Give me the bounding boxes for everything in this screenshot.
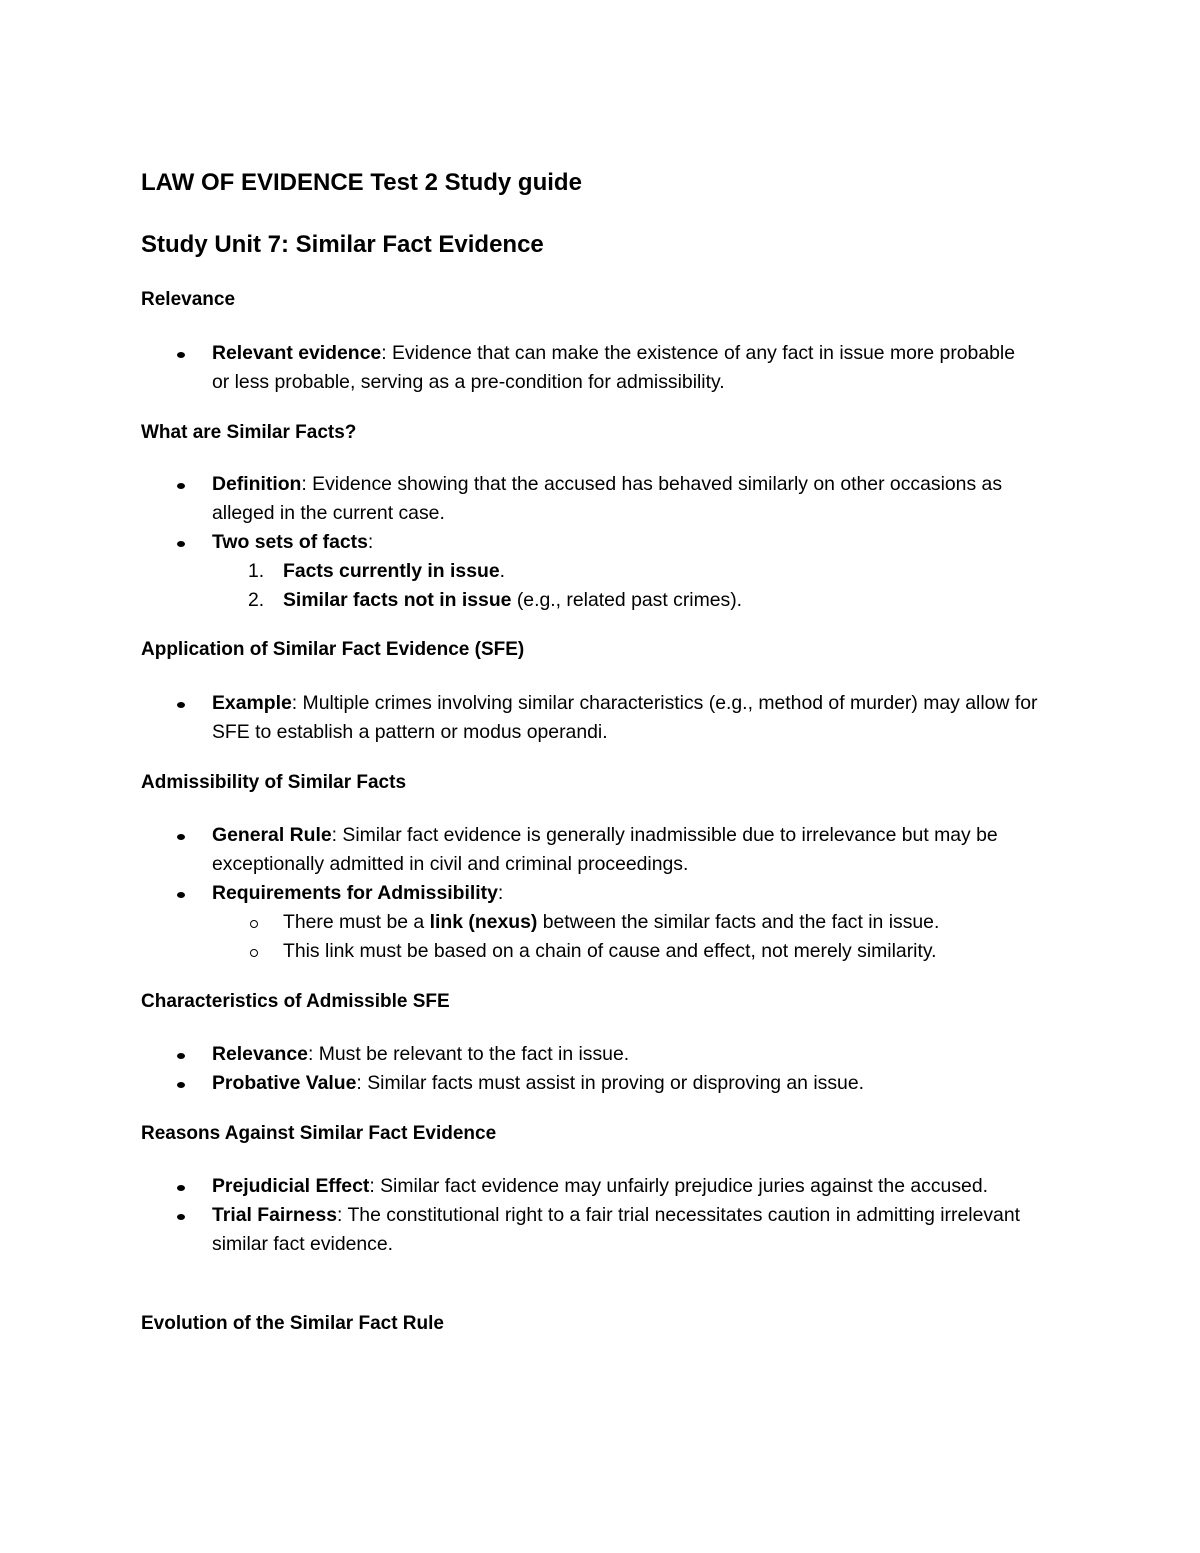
nested-item — [141, 937, 1081, 966]
list-item — [141, 1069, 1081, 1098]
list-item — [141, 879, 1081, 966]
item-label: Trial Fairness — [212, 1204, 338, 1226]
item-label: Similar facts not in issue — [283, 589, 512, 611]
item-text: : Evidence that can make the existence of any fact in issue more probable or less probable, serving as a pre-condition for admissibility. — [212, 342, 1016, 393]
bullet-icon — [177, 1214, 185, 1220]
hollow-bullet-icon — [250, 949, 258, 957]
reasons-against-list — [141, 1172, 1081, 1259]
item-text: . — [499, 560, 506, 582]
item-text: : Similar fact evidence is generally inadmissible due to irrelevance but may be exceptionally admitted in civil and criminal proceedings. — [212, 824, 998, 875]
item-label: General Rule — [212, 824, 332, 846]
section-heading-relevance: Relevance — [141, 289, 236, 310]
item-text: : The constitutional right to a fair trial necessitates caution in admitting irrelevant similar fact evidence. — [212, 1204, 1021, 1255]
item-text: (e.g., related past crimes). — [511, 589, 743, 611]
nested-sublist — [141, 908, 1081, 966]
relevance-list — [141, 339, 1081, 397]
item-text: between the similar facts and the fact in issue. — [537, 911, 940, 933]
item-text-pre: There must be a — [283, 911, 430, 933]
document-title: LAW OF EVIDENCE Test 2 Study guide — [141, 169, 582, 196]
item-label: Relevant evidence — [212, 342, 382, 364]
item-text: : Multiple crimes involving similar characteristics (e.g., method of murder) may allow for SFE to establish a pattern or modus operandi. — [212, 692, 1038, 743]
section-heading-similar-facts: What are Similar Facts? — [141, 422, 357, 443]
bullet-icon — [177, 1053, 185, 1059]
bullet-icon — [177, 483, 185, 489]
item-label: Requirements for Admissibility — [212, 882, 498, 904]
item-text: : — [367, 531, 374, 553]
section-heading-evolution: Evolution of the Similar Fact Rule — [141, 1313, 444, 1334]
item-label: Two sets of facts — [212, 531, 368, 553]
bullet-icon — [177, 892, 185, 898]
item-label: Definition — [212, 473, 302, 495]
item-label: Example — [212, 692, 292, 714]
list-item — [141, 1040, 1081, 1069]
item-label: link (nexus) — [429, 911, 538, 933]
item-text: : Similar facts must assist in proving or disproving an issue. — [356, 1072, 865, 1094]
list-item — [141, 821, 1082, 879]
bullet-icon — [177, 1082, 185, 1088]
item-label: Relevance — [212, 1043, 308, 1065]
list-item — [141, 339, 1032, 397]
item-label: Facts currently in issue — [283, 560, 500, 582]
numbered-item — [141, 586, 1081, 615]
list-number: 2. — [248, 589, 265, 611]
item-label: Probative Value — [212, 1072, 357, 1094]
numbered-sublist — [141, 557, 1081, 615]
item-text: : Must be relevant to the fact in issue. — [307, 1043, 630, 1065]
item-text: : Evidence showing that the accused has behaved similarly on other occasions as alleged in the current case. — [212, 473, 1003, 524]
item-text: : — [497, 882, 504, 904]
list-item — [141, 1201, 1032, 1259]
characteristics-list — [141, 1040, 1081, 1098]
list-item — [141, 528, 1081, 615]
admissibility-list — [141, 821, 1081, 966]
bullet-icon — [177, 541, 185, 547]
list-item — [141, 470, 1012, 528]
bullet-icon — [177, 834, 185, 840]
list-number: 1. — [248, 560, 265, 582]
hollow-bullet-icon — [250, 920, 258, 928]
bullet-icon — [177, 702, 185, 708]
similar-facts-list — [141, 470, 1081, 615]
nested-item — [141, 908, 1081, 937]
list-item — [141, 1172, 1012, 1201]
study-unit-heading: Study Unit 7: Similar Fact Evidence — [141, 231, 544, 258]
section-heading-reasons-against: Reasons Against Similar Fact Evidence — [141, 1123, 497, 1144]
application-list — [141, 689, 1081, 747]
list-item — [141, 689, 1052, 747]
item-text-pre: This link must be based on a chain of cause and effect, not merely similarity. — [283, 940, 937, 962]
item-text: : Similar fact evidence may unfairly prejudice juries against the accused. — [369, 1175, 988, 1197]
bullet-icon — [177, 352, 185, 358]
section-heading-characteristics: Characteristics of Admissible SFE — [141, 991, 450, 1012]
section-heading-application: Application of Similar Fact Evidence (SFE) — [141, 639, 525, 660]
numbered-item — [141, 557, 1081, 586]
bullet-icon — [177, 1185, 185, 1191]
item-label: Prejudicial Effect — [212, 1175, 370, 1197]
section-heading-admissibility: Admissibility of Similar Facts — [141, 772, 407, 793]
